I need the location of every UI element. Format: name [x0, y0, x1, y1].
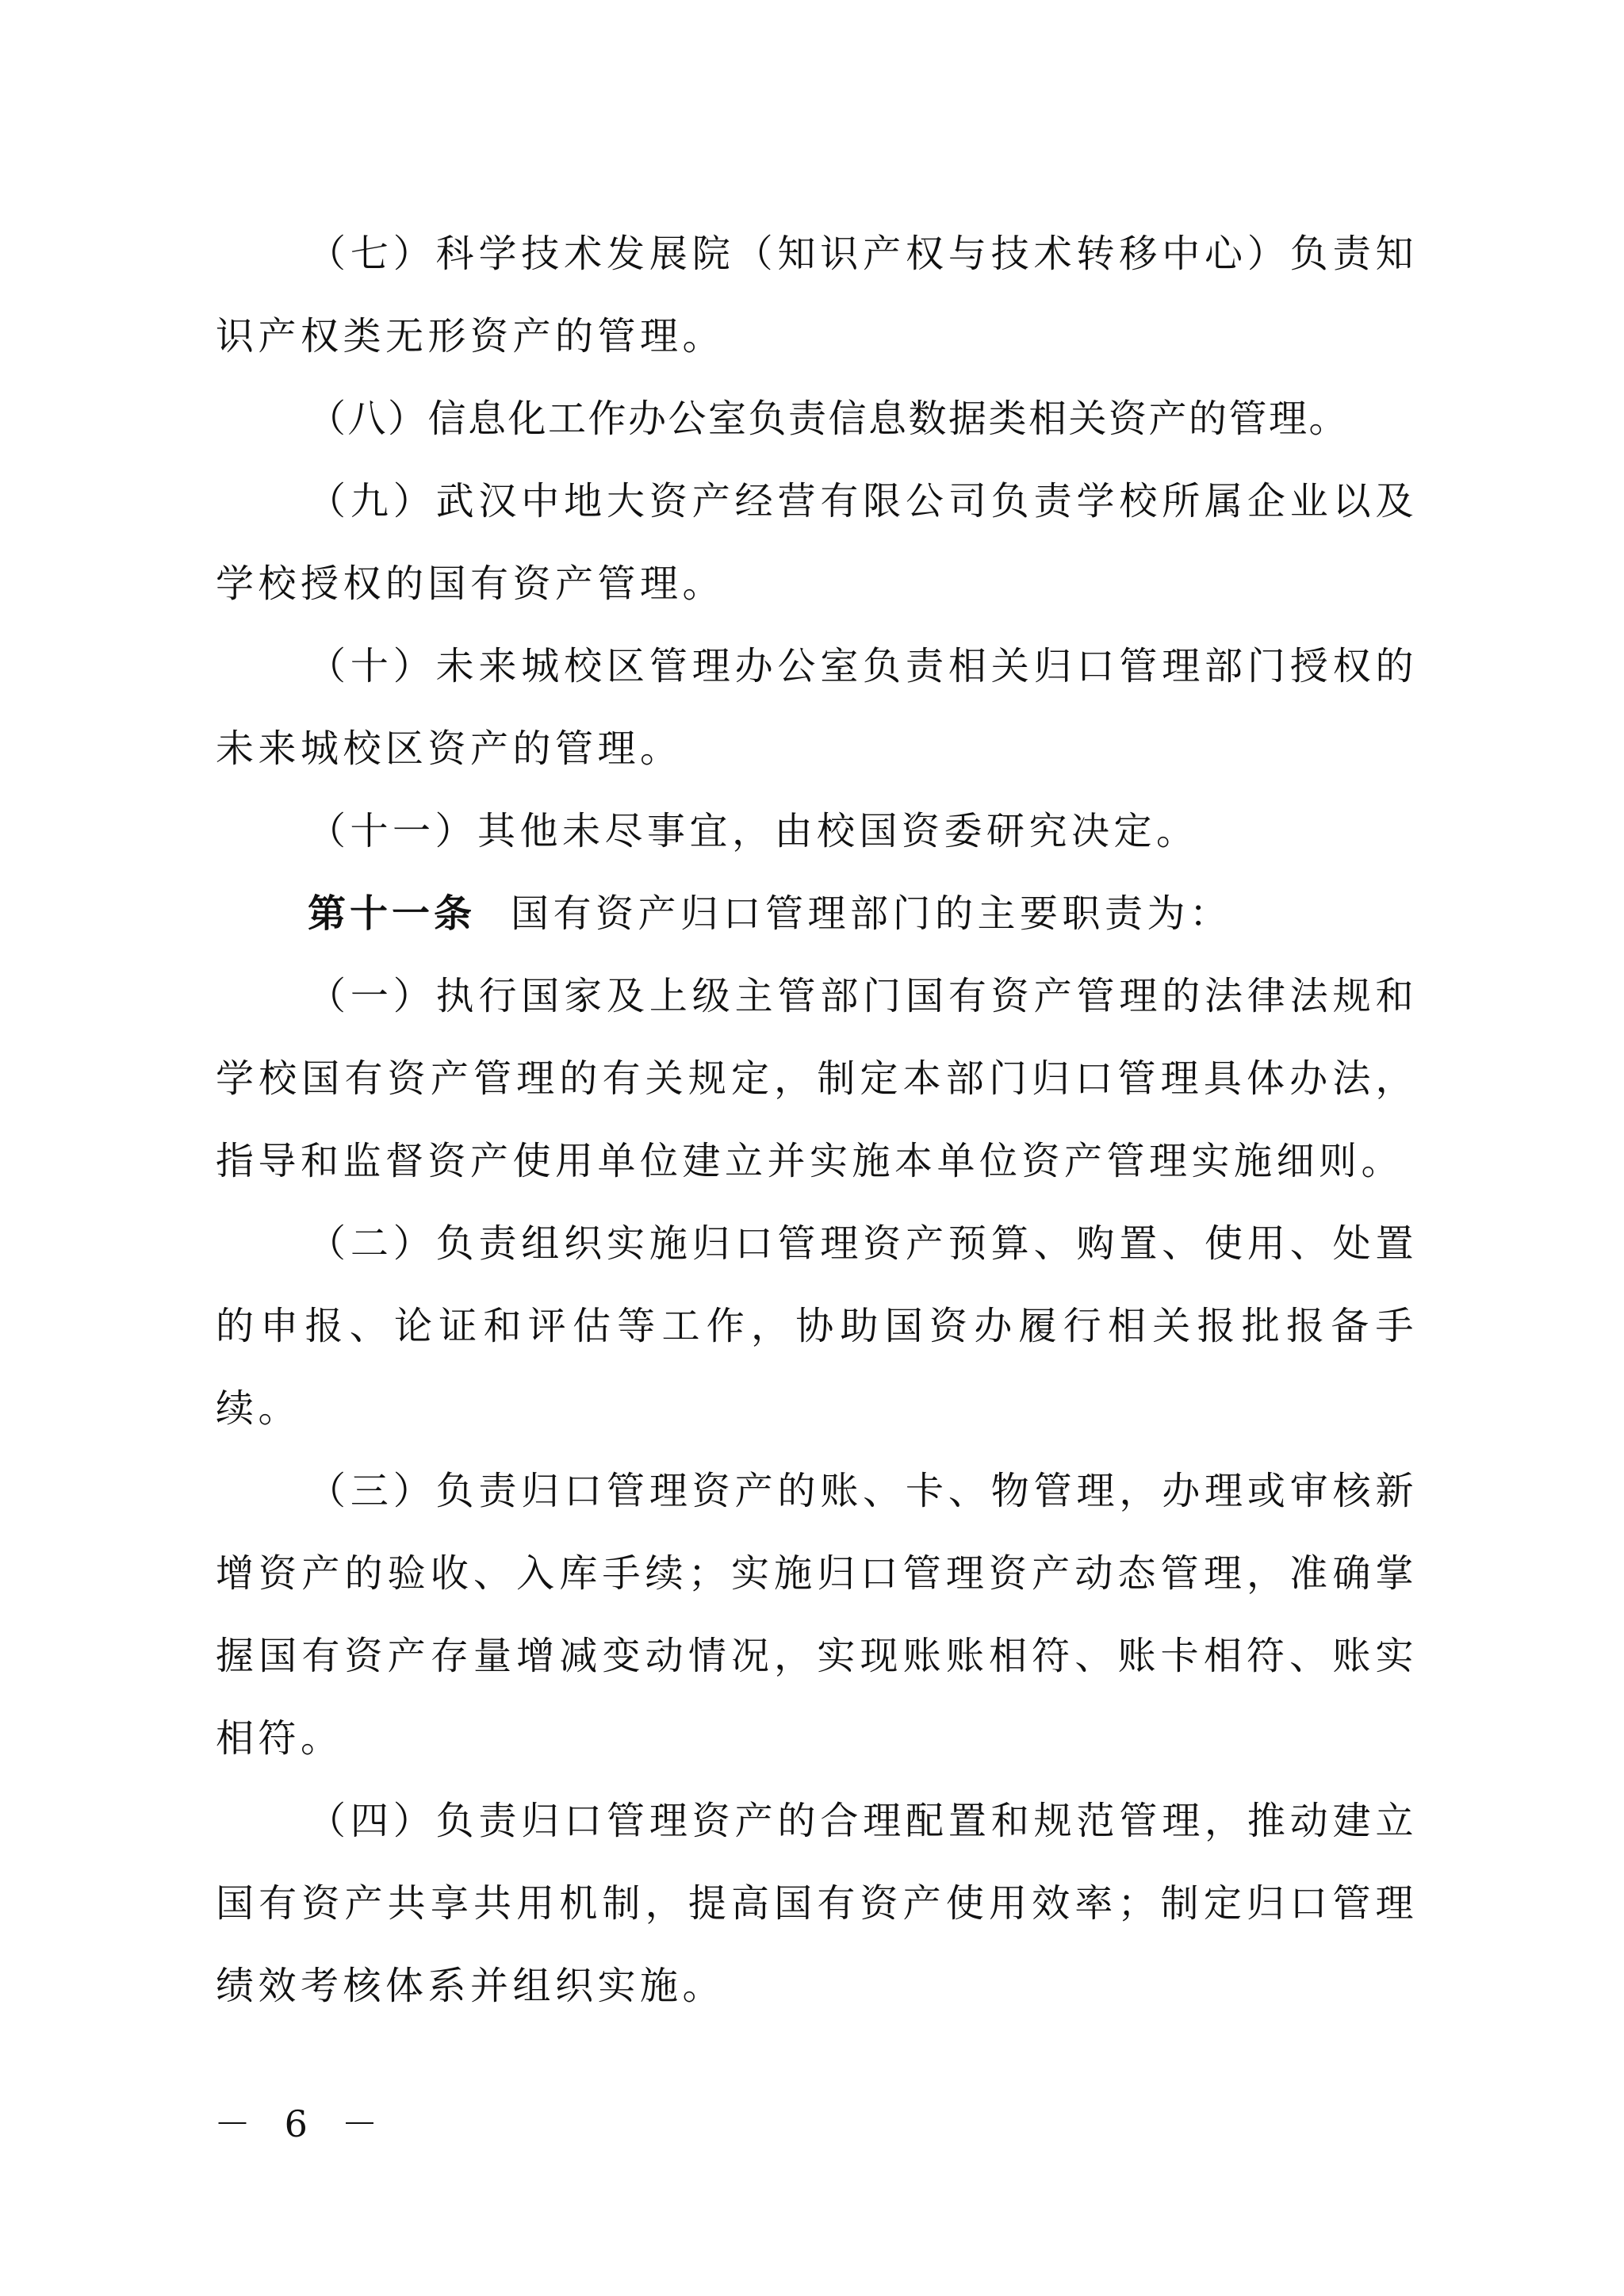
paragraph-item-11: （十一）其他未尽事宜，由校国资委研究决定。: [308, 809, 1199, 853]
paragraph-item-9: （九）武汉中地大资产经营有限公司负责学校所属企业以及学校授权的国有资产管理。: [216, 479, 1418, 606]
paragraph-item-10: （十）未来城校区管理办公室负责相关归口管理部门授权的未来城校区资产的管理。: [216, 644, 1418, 771]
document-body: [216, 213, 1418, 2027]
duty-item-2: （二）负责组织实施归口管理资产预算、购置、使用、处置的申报、论证和评估等工作，协助国资办履行相关报批报备手续。: [216, 1221, 1418, 1431]
article-heading: 第十一条: [308, 891, 477, 936]
paragraph-item-7: （七）科学技术发展院（知识产权与技术转移中心）负责知识产权类无形资产的管理。: [216, 232, 1418, 358]
article-eleven: [216, 872, 1418, 955]
article-intro: 国有资产归口管理部门的主要职责为：: [511, 891, 1232, 936]
page-number: － 6 －: [214, 2102, 389, 2145]
duty-item-1: （一）执行国家及上级主管部门国有资产管理的法律法规和学校国有资产管理的有关规定，制定本部门归口管理具体办法，指导和监督资产使用单位建立并实施本单位资产管理实施细则。: [216, 974, 1418, 1183]
duty-item-3: （三）负责归口管理资产的账、卡、物管理，办理或审核新增资产的验收、入库手续；实施归口管理资产动态管理，准确掌握国有资产存量增减变动情况，实现账账相符、账卡相符、账实相符。: [216, 1469, 1418, 1761]
paragraph-item-8: （八）信息化工作办公室负责信息数据类相关资产的管理。: [308, 397, 1350, 441]
duty-item-4: （四）负责归口管理资产的合理配置和规范管理，推动建立国有资产共享共用机制，提高国有资产使用效率；制定归口管理绩效考核体系并组织实施。: [216, 1799, 1418, 2008]
